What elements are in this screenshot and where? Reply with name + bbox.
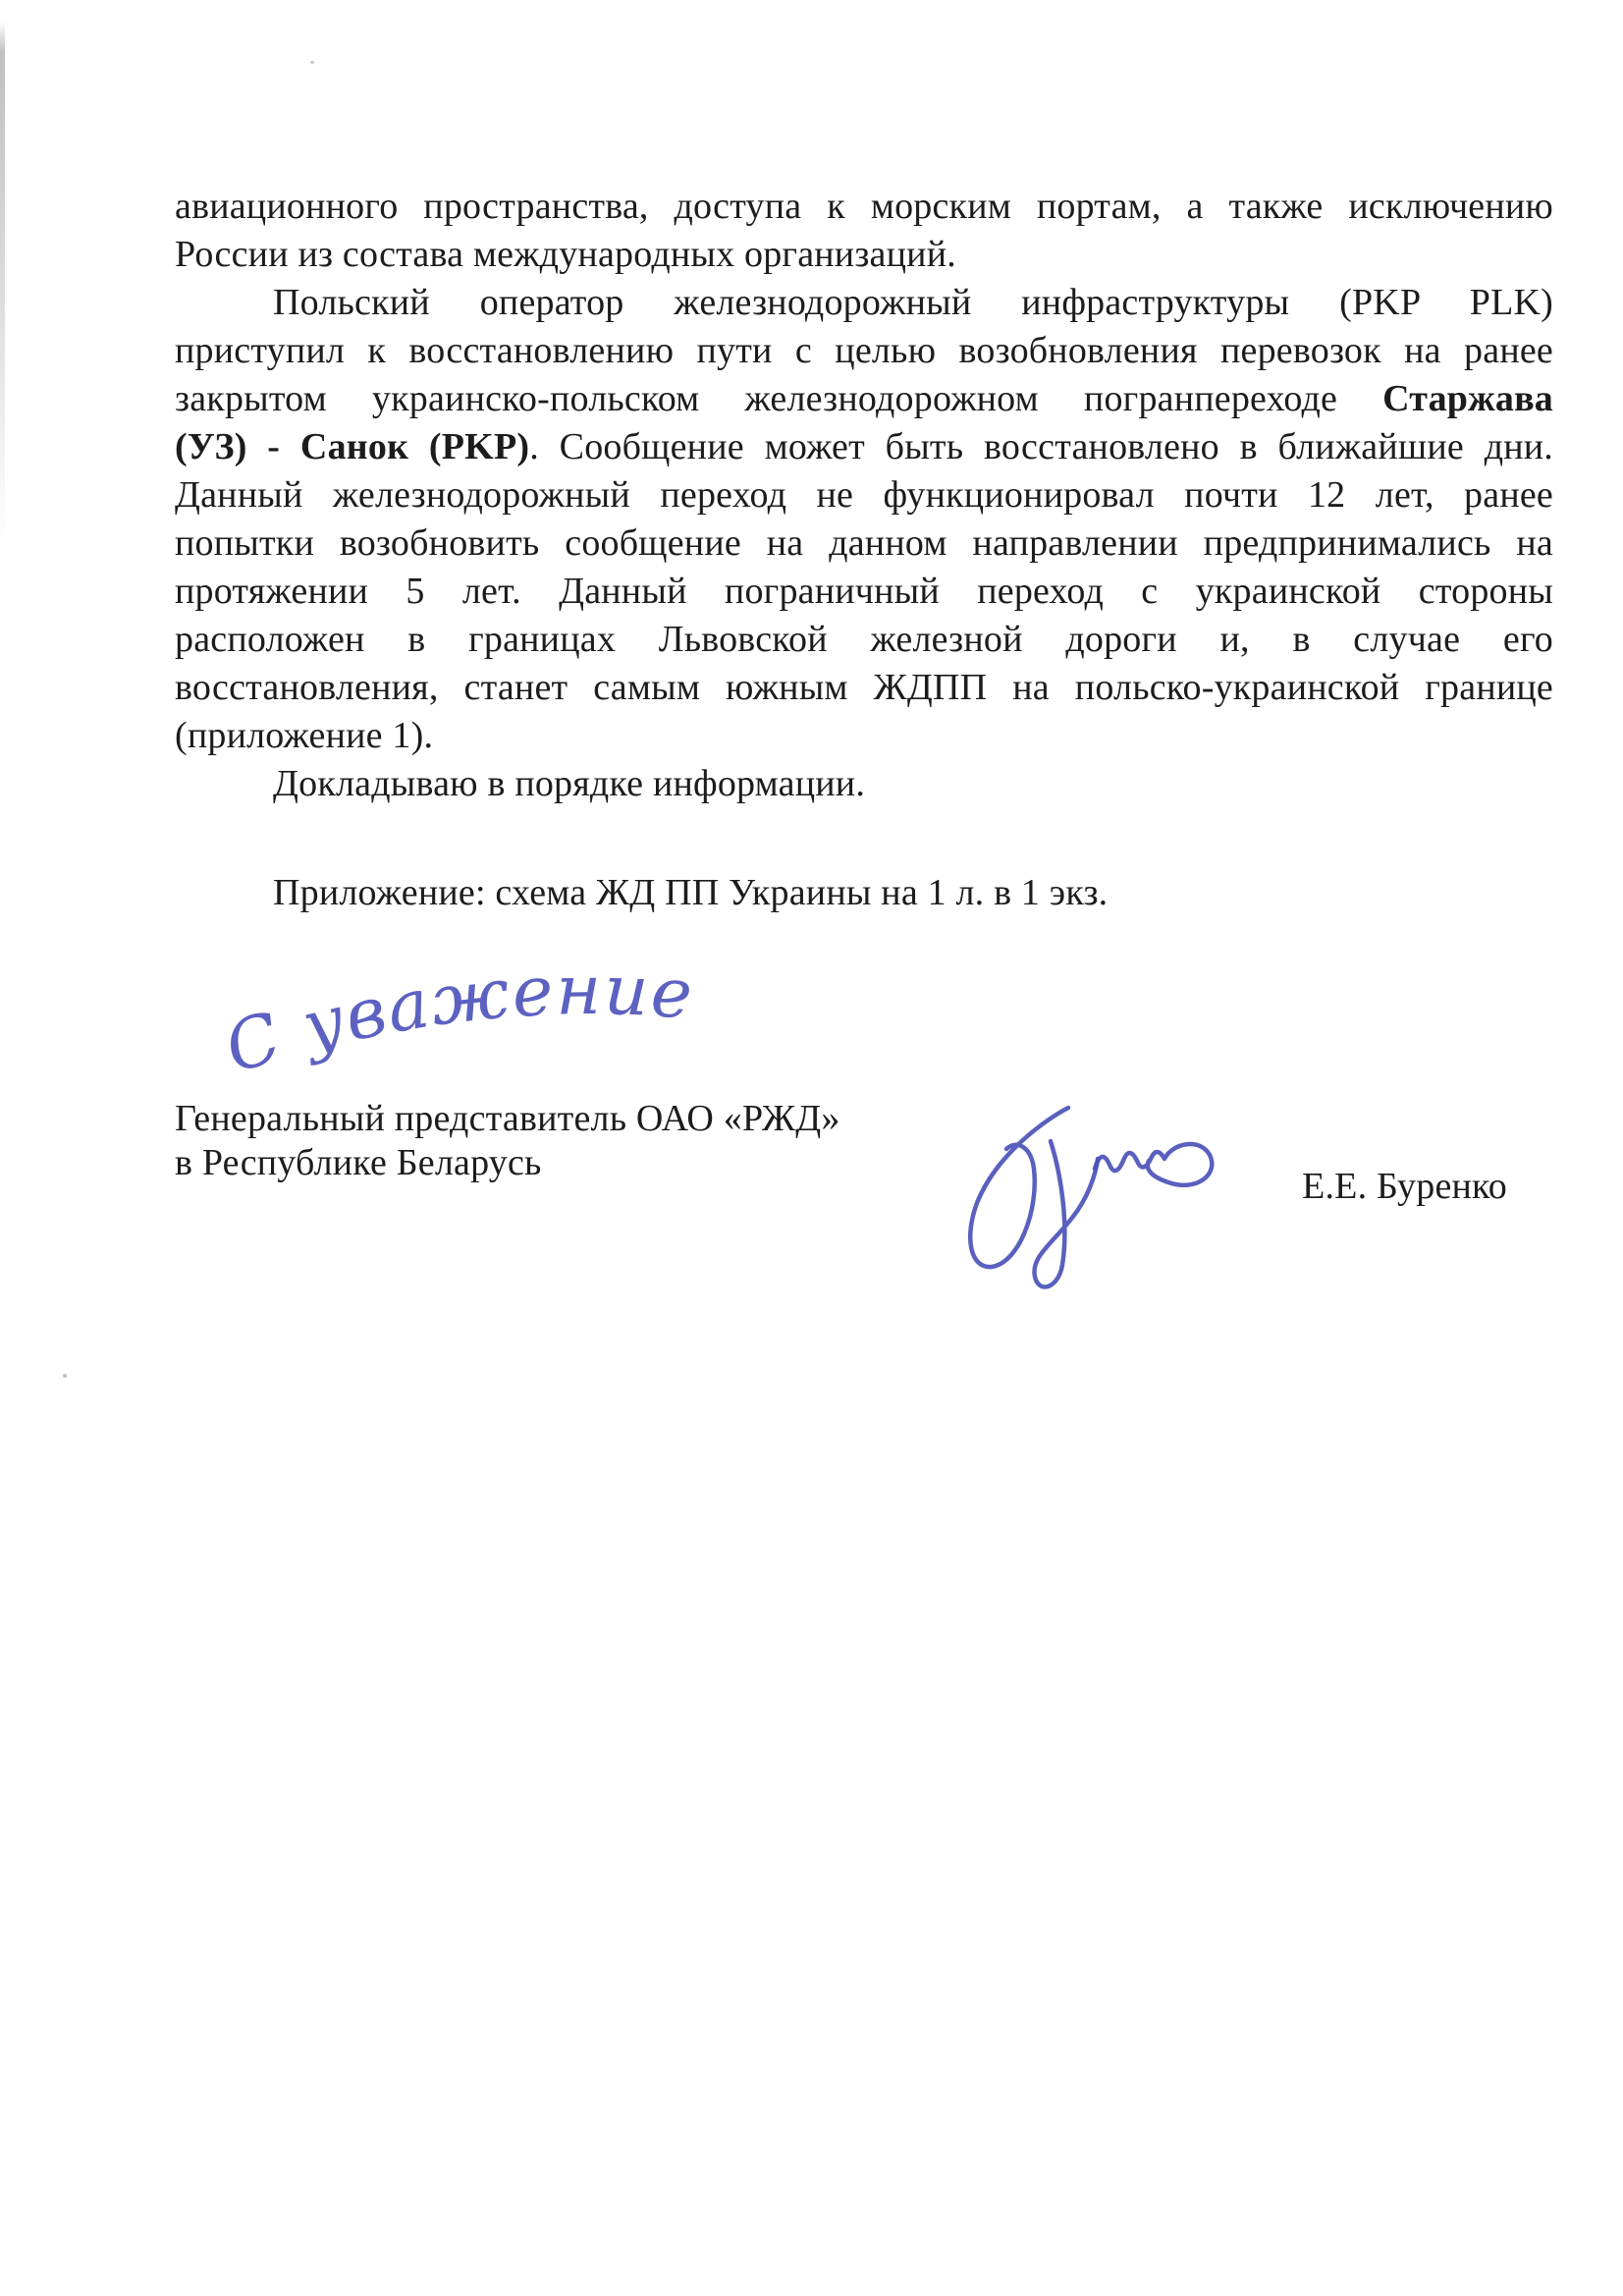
text-line: Польский оператор железнодорожный инфраструктуры (PKP PLK): [273, 282, 1553, 323]
handwritten-closing-text: С уважением,: [190, 864, 697, 1089]
text-line: [175, 423, 1553, 471]
text-line: Данный железнодорожный переход не функционировал почти 12 лет, ранее: [175, 474, 1553, 516]
text-line: Докладываю в порядке информации.: [273, 763, 866, 804]
text-line: (приложение 1).: [175, 715, 434, 756]
text-line: протяжении 5 лет. Данный пограничный переход с украинской стороны: [175, 571, 1553, 612]
attachment-note: Приложение: схема ЖД ПП Украины на 1 л. в 1 экз.: [273, 872, 1109, 913]
text-segment: . Сообщение может быть восстановлено в ближайшие дни.: [529, 426, 1554, 467]
scan-speck: [310, 61, 314, 64]
text-segment-bold: Старжава: [1382, 378, 1554, 419]
text-segment: закрытом украинско-польском железнодорожном погранпереходе: [175, 378, 1338, 419]
signer-title-line: в Республике Беларусь: [175, 1142, 542, 1183]
text-line: авиационного пространства, доступа к морским портам, а также исключению: [175, 186, 1553, 227]
signer-title: [175, 1097, 840, 1185]
text-segment-bold: (УЗ) - Санок (PKP): [175, 426, 530, 467]
signer-title-line: Генеральный представитель ОАО «РЖД»: [175, 1098, 840, 1139]
text-line: [175, 375, 1553, 423]
signature-stroke: [970, 1108, 1068, 1267]
text-line: попытки возобновить сообщение на данном направлении предпринимались на: [175, 522, 1553, 564]
text-line: восстановления, станет самым южным ЖДПП на польско-украинской границе: [175, 667, 1553, 708]
letter-body: [175, 183, 1553, 917]
text-line: России из состава международных организаций.: [175, 234, 956, 275]
signature-stroke: [1095, 1144, 1212, 1185]
scan-edge-artifact: [0, 22, 5, 542]
signature-scribble: [952, 1100, 1237, 1301]
scan-speck: [63, 1374, 67, 1378]
signature-stroke: [1034, 1141, 1098, 1286]
signer-name: Е.Е. Буренко: [1302, 1166, 1507, 1207]
text-line: расположен в границах Львовской железной дороги и, в случае его: [175, 619, 1553, 660]
text-line: приступил к восстановлению пути с целью возобновления перевозок на ранее: [175, 330, 1553, 371]
